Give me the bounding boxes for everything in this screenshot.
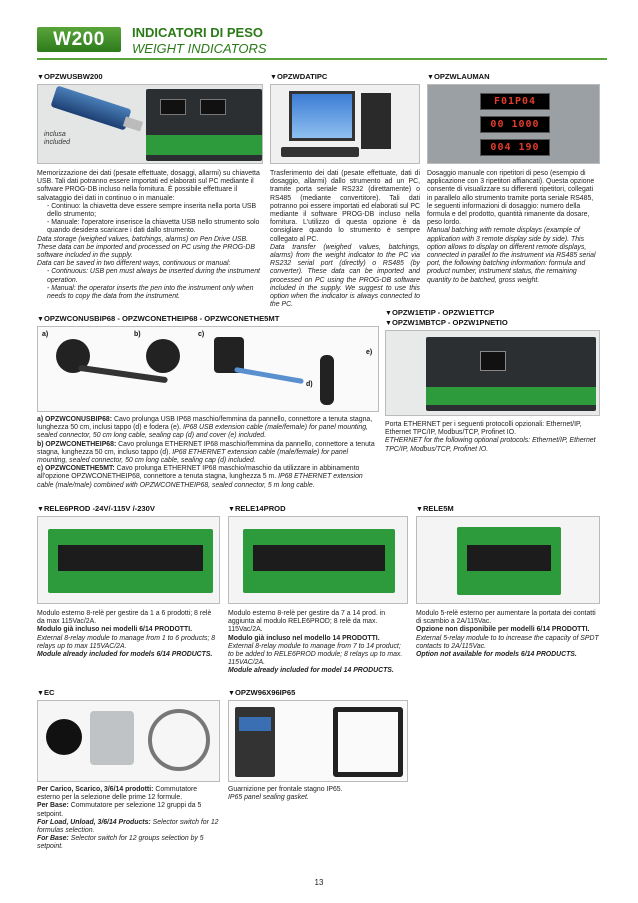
section-title-ethernet-1: ▼ OPZW1ETIP - OPZW1ETTCP bbox=[385, 308, 494, 317]
section-title-pc: ▼ OPZWDATIPC bbox=[270, 72, 327, 81]
relay-bank-icon bbox=[253, 545, 385, 571]
label-e: e) bbox=[366, 349, 373, 356]
section-title-usb: ▼ OPZWUSBW200 bbox=[37, 72, 103, 81]
lauman-it-text: Dosaggio manuale con ripetitori di peso (esempio di applicazione con 3 ripetitori affiancati). Questa opzione consente di visualizzare su differenti ripetitori, collegati in parallelo allo strumento tramite porta seriale RS485, le seguenti informazioni di dosaggio: numero della formula e del prodotto, quantità rimanente da dosare, peso lordo. bbox=[427, 170, 595, 227]
ec-en-load-title: For Load, Unload, 3/6/14 Products: bbox=[37, 818, 151, 826]
rele14prod-en-note: Module already included for model 14 PRODUCTS. bbox=[228, 667, 394, 675]
cable-c-code: c) OPZWCONETHE5MT: bbox=[37, 465, 115, 473]
section-title-ethernet-2: ▼ OPZW1MBTCP - OPZW1PNETIO bbox=[385, 318, 508, 327]
label-c: c) bbox=[198, 331, 205, 338]
selector-shaft-icon bbox=[90, 711, 134, 765]
pc-image bbox=[270, 84, 420, 164]
pc-it-text: Trasferimento dei dati (pesate effettuate, dati di dosaggio, allarmi) dallo strumento ad un PC, tramite porta seriale RS232 (direttamente) o RS485 (mediante convertitore). Tali dati potranno poi essere importati ed elaborati sul PC mediante il software PROG-DB incluso nella fornitura. L'utilizzo di questa opzione è da consigliare quando lo strumento è sempre collegato al PC. bbox=[270, 170, 420, 243]
usb-port-icon bbox=[160, 99, 186, 115]
label-a: a) bbox=[42, 331, 49, 338]
usb-it-continuous: - Continuo: la chiavetta deve essere sempre inserita nella porta USB dello strumento; bbox=[47, 202, 257, 219]
rele6prod-en-text: External 8-relay module to manage from 1 to 6 products; 8 relays up to max 115VAC/2A. bbox=[37, 634, 216, 650]
lauman-description bbox=[427, 170, 600, 285]
rele14prod-it-note: Modulo già incluso nel modello 14 PRODOTTI. bbox=[228, 634, 380, 642]
relay-bank-icon bbox=[58, 545, 203, 571]
terminal-block-icon bbox=[146, 135, 262, 155]
usb-it-manual: - Manuale: l'operatore inserisce la chiavetta USB nello strumento solo quando desidera scaricare i dati dallo strumento. bbox=[47, 219, 260, 235]
ec-en-base-text: Selector switch for 12 groups selection by 5 setpoint. bbox=[37, 835, 204, 851]
remote-displays-image bbox=[427, 84, 600, 164]
ec-it-base-title: Per Base: bbox=[37, 802, 69, 810]
cable-a-it: Cavo prolunga USB IP68 maschio/femmina da pannello, connettore a tenuta stagna, lunghezza 50 cm, inclusi tappo (d) e fodera (e). bbox=[37, 416, 373, 432]
rele14prod-en-text: External 8-relay module to manage from 7 to 14 product; to be added to RELE6PROD module; 8 relays up to max. 115VAC/2A. bbox=[228, 642, 403, 667]
rele6prod-image bbox=[37, 516, 220, 604]
rele5m-it-note: Opzione non disponibile per modelli 6/14 PRODOTTI. bbox=[416, 626, 590, 634]
ec-it-base-text: Commutatore per selezione 12 gruppi da 5 setpoint. bbox=[37, 802, 202, 818]
page-title: INDICATORI DI PESO bbox=[132, 25, 263, 40]
section-title-rele14prod: ▼ RELE14PROD bbox=[228, 504, 286, 513]
rele6prod-it-text: Modulo esterno 8-relè per gestire da 1 a 6 prodotti; 8 relè da max 115Vac/2A. bbox=[37, 610, 212, 626]
cables-image bbox=[37, 326, 379, 412]
pc-en-text: Data transfer (weighed values, batchings, alarms) from the weight indicator to the PC via RS232 serial port (directly) o RS485 (by converter). These data can be imported and processed on PC using the PROG-DB software included in the supply. We suggest to use this option when the indicator is always connected to the PC. bbox=[270, 243, 420, 309]
rele5m-en-note: Option not available for models 6/14 PRODUCTS. bbox=[416, 651, 577, 659]
cable-c-it: Cavo prolunga ETHERNET IP68 maschio/maschio da utilizzare in abbinamento all'opzione OPZWCONETHEIP68, connettore a tenuta stagna, lunghezza 5 m. bbox=[37, 465, 360, 481]
ethernet-description bbox=[385, 421, 600, 454]
cable-c-en: IP68 ETHERNET extension cable (male/male) combined with OPZWCONETHEIP68, sealed connector, 5 m long cable. bbox=[37, 473, 363, 489]
label-d: d) bbox=[306, 381, 313, 388]
model-badge: W200 bbox=[37, 27, 121, 52]
usb-port-icon bbox=[200, 99, 226, 115]
ethernet-connector-icon bbox=[146, 339, 180, 373]
cable-b-en: IP68 ETHERNET extension cable (male/female) for panel mounting, sealed connector, 50 cm long cable, sealing cap (d) included. bbox=[37, 448, 349, 465]
relay-module-icon bbox=[48, 529, 213, 593]
included-caption: inclusa included bbox=[44, 131, 71, 146]
ec-it-load-text: Commutatore esterno per la selezione delle prime 12 formule. bbox=[37, 786, 198, 802]
ethernet-device-image bbox=[385, 330, 600, 416]
selector-knob-icon bbox=[46, 719, 82, 755]
usb-pen-icon bbox=[51, 85, 132, 130]
page-subtitle: WEIGHT INDICATORS bbox=[132, 41, 267, 56]
relay-module-icon bbox=[457, 527, 561, 595]
rele14prod-image bbox=[228, 516, 408, 604]
pc-description bbox=[270, 170, 420, 309]
rele14prod-description bbox=[228, 610, 408, 676]
terminal-block-icon bbox=[426, 387, 596, 405]
monitor-icon bbox=[289, 91, 355, 141]
ec-it-load-title: Per Carico, Scarico, 3/6/14 prodotti: bbox=[37, 786, 154, 793]
usb-en-manual: - Manual: the operator inserts the pen into the instrument only when needs to copy the data from the instrument. bbox=[47, 284, 254, 301]
usb-description bbox=[37, 170, 263, 301]
cable-a-en: IP68 USB extension cable (male/female) for panel mounting, sealed connector, 50 cm long cable, sealing cap (d) and cover (e) included. bbox=[37, 424, 368, 440]
ethernet-port-icon bbox=[480, 351, 506, 371]
gasket-en-text: IP65 panel sealing gasket. bbox=[228, 794, 309, 802]
ethernet-it-text: Porta ETHERNET per i seguenti protocolli opzionali: Ethernet/IP, Ethernet TPC/IP, Modbus/TCP, Profinet IO. bbox=[385, 421, 582, 437]
cables-description bbox=[37, 416, 379, 490]
gasket-image bbox=[228, 700, 408, 782]
page-number: 13 bbox=[314, 878, 324, 887]
header-rule bbox=[37, 58, 607, 60]
gasket-icon bbox=[333, 707, 403, 777]
rele5m-description bbox=[416, 610, 600, 659]
ec-en-base-title: For Base: bbox=[37, 835, 69, 843]
rele5m-en-text: External 5-relay module to to increase the capacity of SPDT contacts to 2A/115Vac. bbox=[416, 634, 599, 650]
blue-cable-icon bbox=[234, 367, 304, 384]
rele14prod-it-text: Modulo esterno 8-relè per gestire da 7 a 14 prod. in aggiunta al modulo RELE6PROD; 8 relè da max. 115Vac/2A. bbox=[228, 610, 386, 634]
lauman-en-text: Manual batching with remote displays (example of application with 3 remote display side by side). This option allows to display on different remote displays, connected in parallel to the instrument via RS485 serial port, the following batching information: formula and product number, instrument status, the remaining quantity to be batched, gross weight. bbox=[427, 227, 596, 284]
usb-en-text: Data storage (weighed values, batchings, alarms) on Pen Drive USB. These data can be imported and processed on PC using the PROG-DB software included in the supply. bbox=[37, 235, 255, 260]
ethernet-en-text: ETHERNET for the following optional protocols: Ethernet/IP, Ethernet TPC/IP, Modbus/TCP, Profinet IO. bbox=[385, 437, 596, 453]
rele5m-image bbox=[416, 516, 600, 604]
remote-display-3: 004 190 bbox=[480, 139, 550, 156]
sealing-cap-icon bbox=[320, 355, 334, 405]
display-icon bbox=[239, 717, 271, 731]
remote-display-2: 00 1000 bbox=[480, 116, 550, 133]
usb-it-text: Memorizzazione dei dati (pesate effettuate, dosaggi, allarmi) su chiavetta USB. Tali dati potranno essere importati ed elaborati sul PC mediante il software PROG-DB incluso nella fornitura. È possibile effettuare il salvataggio dei dati in continuo o in manuale: bbox=[37, 170, 260, 202]
ec-en-load-text: Selector switch for 12 formulas selection. bbox=[37, 818, 219, 835]
rele5m-it-text: Modulo 5-relè esterno per aumentare la portata dei contatti di scambio a 2A/115Vac. bbox=[416, 610, 596, 626]
indicator-device-icon bbox=[426, 337, 596, 411]
section-title-lauman: ▼ OPZWLAUMAN bbox=[427, 72, 490, 81]
section-title-ec: ▼ EC bbox=[37, 688, 55, 697]
selector-wafer-icon bbox=[148, 709, 210, 771]
usb-en-ways: Data can be saved in two different ways, continuous or manual: bbox=[37, 260, 231, 268]
ec-description bbox=[37, 786, 220, 852]
rele6prod-description bbox=[37, 610, 220, 659]
gasket-it-text: Guarnizione per frontale stagno IP65. bbox=[228, 786, 343, 793]
relay-bank-icon bbox=[467, 545, 551, 571]
usb-pen-image bbox=[37, 84, 263, 164]
remote-display-1: F01P04 bbox=[480, 93, 550, 110]
section-title-rele6prod: ▼ RELE6PROD -24V/-115V /-230V bbox=[37, 504, 155, 513]
section-title-cables: ▼ OPZWCONUSBIP68 - OPZWCONETHEIP68 - OPZWCONETHE5MT bbox=[37, 314, 279, 323]
rele6prod-it-note: Modulo già incluso nei modelli 6/14 PRODOTTI. bbox=[37, 626, 193, 634]
cable-b-it: Cavo prolunga ETHERNET IP68 maschio/femmina da pannello, connettore a tenuta stagna, lunghezza 50 cm, incluso tappo (d). bbox=[37, 440, 375, 456]
keyboard-icon bbox=[281, 147, 359, 157]
label-b: b) bbox=[134, 331, 141, 338]
cable-a-code: a) OPZWCONUSBIP68: bbox=[37, 416, 113, 423]
indicator-device-icon bbox=[146, 89, 262, 161]
usb-en-continuous: - Continuous: USB pen must always be inserted during the instrument operation. bbox=[47, 268, 260, 284]
pc-tower-icon bbox=[361, 93, 391, 149]
rele6prod-en-note: Module already included for models 6/14 PRODUCTS. bbox=[37, 651, 213, 659]
section-title-gasket: ▼ OPZW96X96IP65 bbox=[228, 688, 295, 697]
selector-switch-image bbox=[37, 700, 220, 782]
panel-indicator-icon bbox=[235, 707, 275, 777]
relay-module-icon bbox=[243, 529, 395, 593]
section-title-rele5m: ▼ RELE5M bbox=[416, 504, 454, 513]
cable-b-code: b) OPZWCONETHEIP68: bbox=[37, 440, 117, 448]
usb-plug-icon bbox=[123, 116, 143, 131]
gasket-description bbox=[228, 786, 408, 802]
